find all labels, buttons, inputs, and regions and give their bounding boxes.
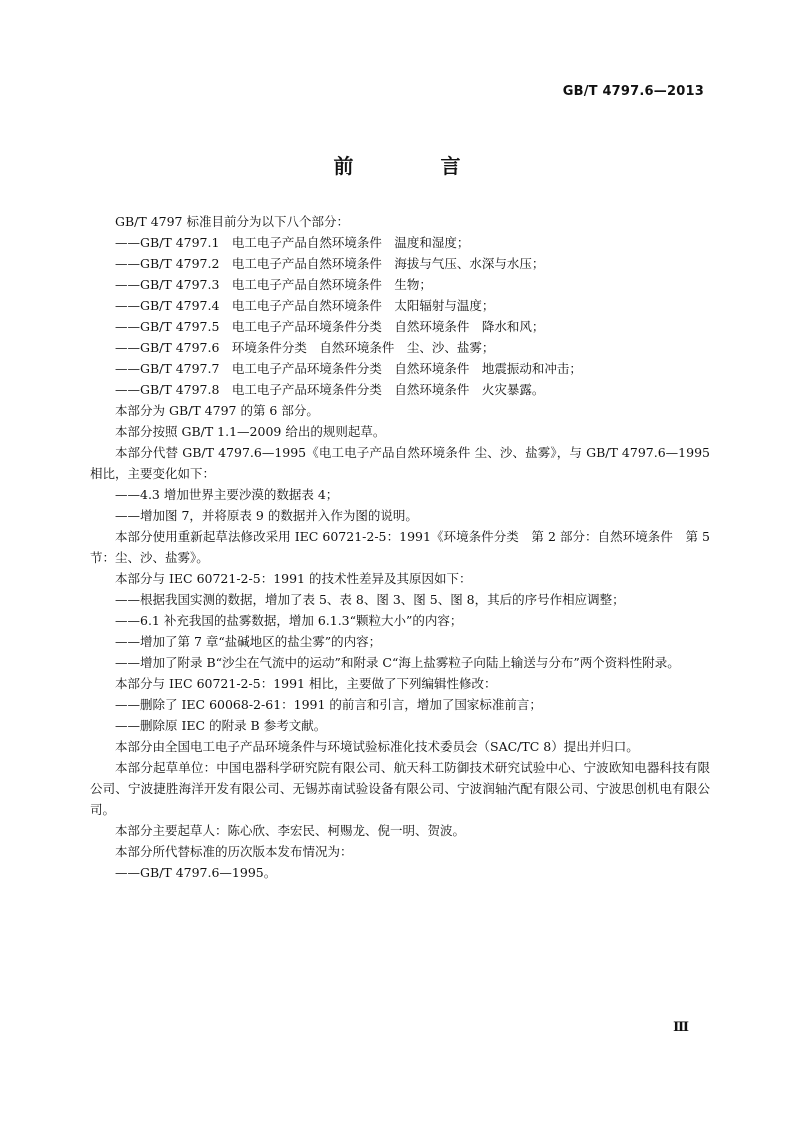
page-title: 前 言 — [333, 154, 501, 178]
paragraph: 本部分使用重新起草法修改采用 IEC 60721-2-5：1991《环境条件分类 第 2 部分：自然环境条件 第 5 节：尘、沙、盐雾》。 — [90, 529, 710, 565]
list-item: ——GB/T 4797.2 电工电子产品自然环境条件 海拔与气压、水深与水压； — [115, 256, 545, 271]
paragraph: 本部分与 IEC 60721-2-5：1991 相比，主要做了下列编辑性修改： — [115, 676, 497, 691]
list-item: ——增加了附录 B“沙尘在气流中的运动”和附录 C“海上盐雾粒子向陆上输送与分布”两个资料性附录。 — [115, 655, 680, 670]
list-item: ——根据我国实测的数据，增加了表 5、表 8、图 3、图 5、图 8，其后的序号作相应调整； — [115, 592, 625, 607]
paragraph: 本部分为 GB/T 4797 的第 6 部分。 — [115, 403, 319, 418]
list-item: ——GB/T 4797.5 电工电子产品环境条件分类 自然环境条件 降水和风； — [115, 319, 545, 334]
paragraph: GB/T 4797 标准目前分为以下八个部分： — [115, 214, 349, 229]
list-item: ——GB/T 4797.1 电工电子产品自然环境条件 温度和湿度； — [115, 235, 470, 250]
list-item: ——GB/T 4797.7 电工电子产品环境条件分类 自然环境条件 地震振动和冲击； — [115, 361, 582, 376]
list-item: ——增加图 7，并将原表 9 的数据并入作为图的说明。 — [115, 508, 418, 523]
paragraph: 本部分起草单位：中国电器科学研究院有限公司、航天科工防御技术研究试验中心、宁波欧知电器科技有限公司、宁波捷胜海洋开发有限公司、无锡苏南试验设备有限公司、宁波润轴汽配有限公司、宁波思创机电有限公司。 — [90, 760, 710, 817]
list-item: ——GB/T 4797.3 电工电子产品自然环境条件 生物； — [115, 277, 432, 292]
paragraph: 本部分由全国电工电子产品环境条件与环境试验标准化技术委员会（SAC/TC 8）提出并归口。 — [115, 739, 639, 754]
list-item: ——4.3 增加世界主要沙漠的数据表 4； — [115, 487, 339, 502]
standard-number: GB/T 4797.6—2013 — [562, 84, 704, 99]
list-item: ——删除原 IEC 的附录 B 参考文献。 — [115, 718, 327, 733]
paragraph: 本部分代替 GB/T 4797.6—1995《电工电子产品自然环境条件 尘、沙、盐雾》，与 GB/T 4797.6—1995 相比，主要变化如下： — [90, 445, 710, 481]
paragraph: 本部分与 IEC 60721-2-5：1991 的技术性差异及其原因如下： — [115, 571, 472, 586]
list-item: ——GB/T 4797.6—1995。 — [115, 865, 277, 880]
paragraph: 本部分按照 GB/T 1.1—2009 给出的规则起草。 — [115, 424, 386, 439]
foreword-body — [90, 211, 710, 883]
list-item: ——6.1 补充我国的盐雾数据，增加 6.1.3“颗粒大小”的内容； — [115, 613, 463, 628]
list-item: ——增加了第 7 章“盐碱地区的盐尘雾”的内容； — [115, 634, 382, 649]
paragraph: 本部分主要起草人：陈心欣、李宏民、柯赐龙、倪一明、贺波。 — [115, 823, 466, 838]
paragraph: 本部分所代替标准的历次版本发布情况为： — [115, 844, 353, 859]
page-number: Ⅲ — [673, 1020, 688, 1035]
list-item: ——删除了 IEC 60068-2-61：1991 的前言和引言，增加了国家标准前言； — [115, 697, 542, 712]
list-item: ——GB/T 4797.8 电工电子产品环境条件分类 自然环境条件 火灾暴露。 — [115, 382, 545, 397]
list-item: ——GB/T 4797.6 环境条件分类 自然环境条件 尘、沙、盐雾； — [115, 340, 495, 355]
list-item: ——GB/T 4797.4 电工电子产品自然环境条件 太阳辐射与温度； — [115, 298, 495, 313]
